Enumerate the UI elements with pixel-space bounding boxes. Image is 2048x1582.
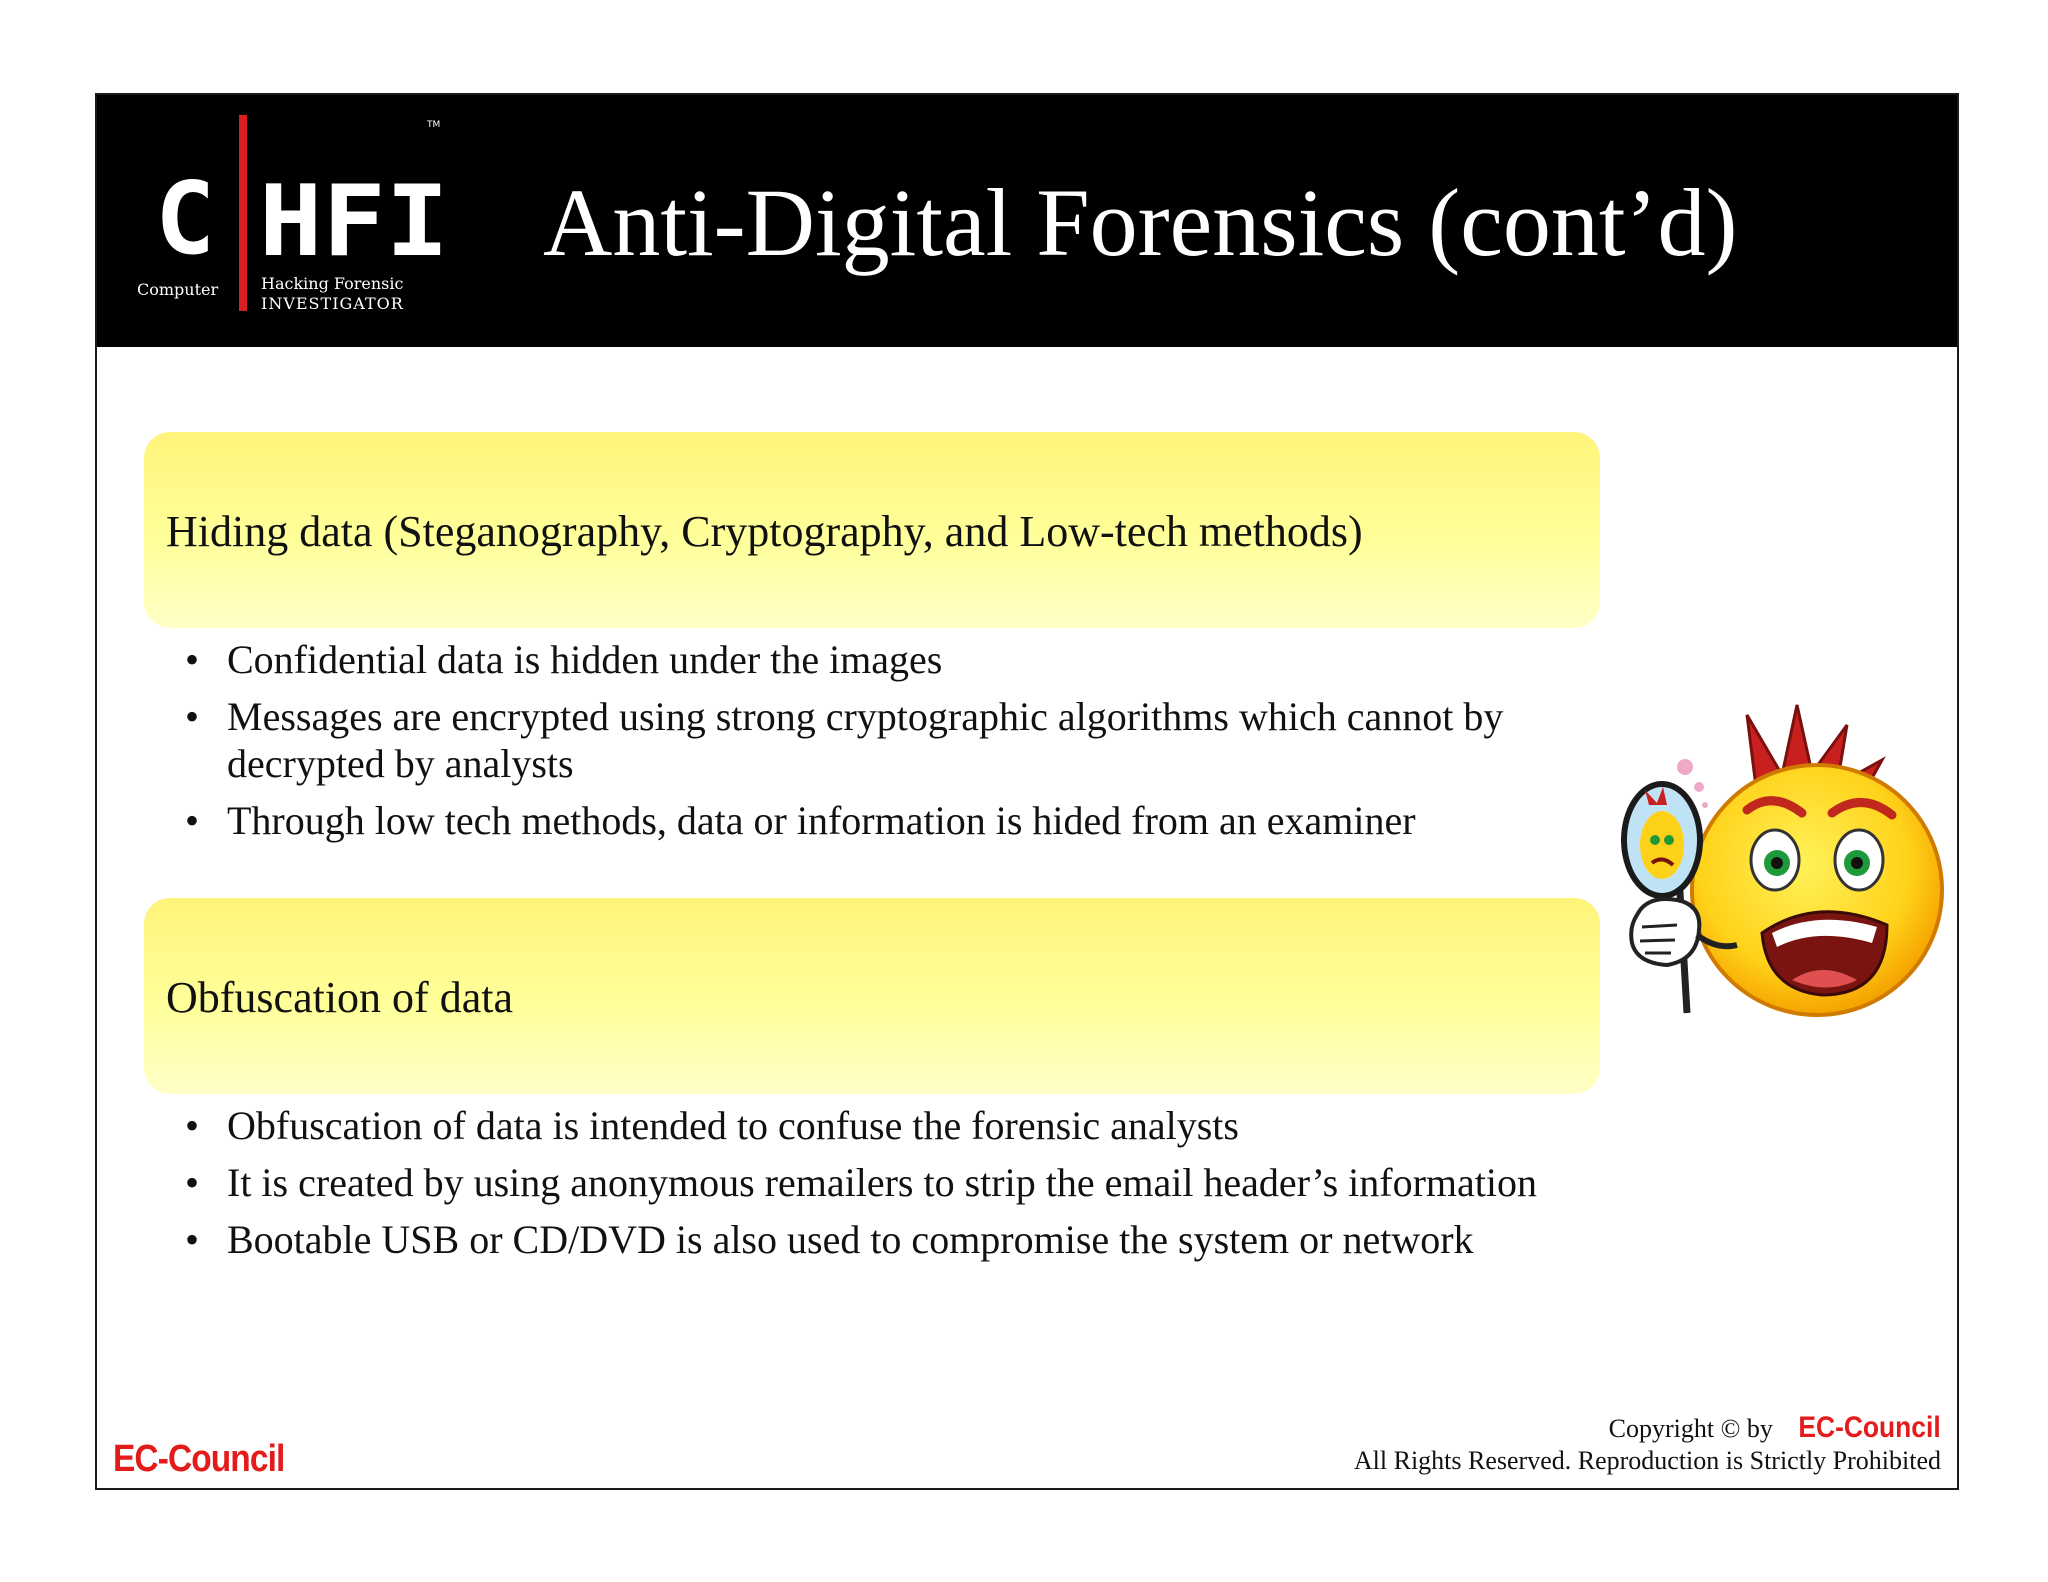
copyright-brand: EC-Council bbox=[1798, 1411, 1941, 1444]
list-item: • Bootable USB or CD/DVD is also used to compromise the system or network bbox=[185, 1216, 1585, 1263]
bullet-list-hiding-data bbox=[185, 636, 1585, 854]
rights-line: All Rights Reserved. Reproduction is Strictly Prohibited bbox=[1353, 1446, 1941, 1475]
section-box-obfuscation bbox=[144, 898, 1600, 1094]
copyright-line bbox=[1354, 1412, 1941, 1445]
shocked-smiley-magnifier-icon bbox=[1607, 695, 1947, 1035]
ec-council-logo-text: EC-Council bbox=[113, 1438, 285, 1480]
chfi-logo bbox=[137, 115, 457, 325]
list-item: • Obfuscation of data is intended to confuse the forensic analysts bbox=[185, 1102, 1585, 1149]
list-item: • It is created by using anonymous remailers to strip the email header’s information bbox=[185, 1159, 1585, 1206]
copyright-notice bbox=[1354, 1412, 1941, 1477]
logo-letter-c: C bbox=[155, 160, 216, 277]
section-heading: Hiding data (Steganography, Cryptography, and Low-tech methods) bbox=[166, 507, 1363, 556]
page-title: Anti-Digital Forensics (cont’d) bbox=[543, 169, 1738, 276]
header-bar bbox=[97, 95, 1957, 347]
logo-letters-hfi: HFI bbox=[259, 165, 449, 279]
list-item: • Through low tech methods, data or information is hided from an examiner bbox=[185, 797, 1585, 844]
section-heading: Obfuscation of data bbox=[166, 973, 513, 1022]
logo-red-bar bbox=[239, 115, 247, 311]
copyright-prefix: Copyright © by bbox=[1608, 1414, 1773, 1443]
bullet-list-obfuscation bbox=[185, 1102, 1585, 1273]
list-item: • Confidential data is hidden under the images bbox=[185, 636, 1585, 683]
logo-word-hacking-forensic: Hacking Forensic bbox=[261, 274, 404, 293]
logo-word-computer: Computer bbox=[137, 280, 219, 299]
logo-word-investigator: INVESTIGATOR bbox=[261, 294, 404, 313]
list-item: • Messages are encrypted using strong cryptographic algorithms which cannot by decrypted by analysts bbox=[185, 693, 1585, 787]
slide bbox=[95, 93, 1959, 1490]
section-box-hiding-data bbox=[144, 432, 1600, 628]
logo-trademark: TM bbox=[427, 120, 441, 130]
